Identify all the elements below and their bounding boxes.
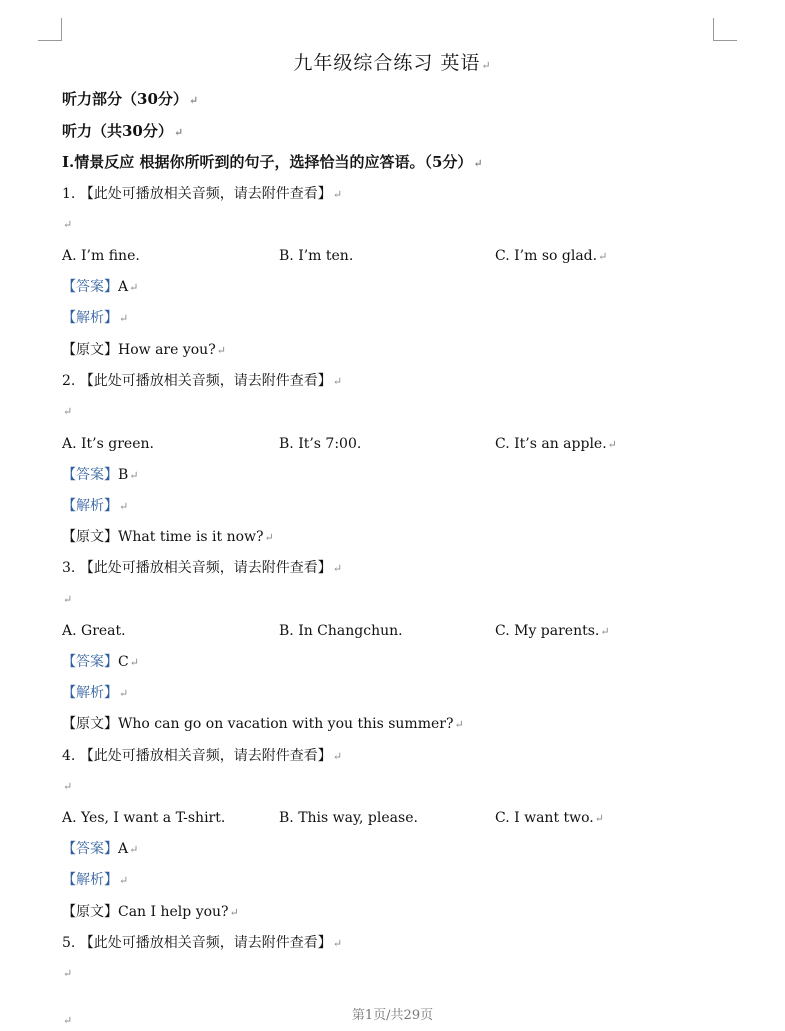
question-4-analysis: 【解析】↵ <box>62 872 129 888</box>
paragraph-mark: ↵ <box>63 1014 73 1027</box>
section-listening-part: 听力部分（30分）↵ <box>62 90 199 108</box>
section-instructions: Ⅰ.情景反应 根据你所听到的句子，选择恰当的应答语。（5分）↵ <box>62 153 483 171</box>
crop-mark-top-left-h <box>38 40 62 41</box>
question-2-option-c: C. It’s an apple.↵ <box>495 436 617 452</box>
question-3-option-b: B. In Changchun. <box>279 623 403 639</box>
crop-mark-top-left-v <box>61 18 62 41</box>
question-2-option-a: A. It’s green. <box>62 436 154 452</box>
paragraph-mark: ↵ <box>63 405 73 418</box>
question-1-option-b: B. I’m ten. <box>279 248 354 264</box>
page-title: 九年级综合练习 英语↵ <box>293 52 492 74</box>
paragraph-mark: ↵ <box>63 218 73 231</box>
question-4-option-b: B. This way, please. <box>279 810 418 826</box>
question-4-original: 【原文】Can I help you?↵ <box>62 904 239 920</box>
question-4-prompt: 4. 【此处可播放相关音频，请去附件查看】↵ <box>62 748 343 764</box>
question-1-analysis: 【解析】↵ <box>62 310 129 326</box>
question-3-answer: 【答案】C↵ <box>62 654 139 670</box>
question-1-answer: 【答案】A↵ <box>62 279 139 295</box>
question-1-prompt: 1. 【此处可播放相关音频，请去附件查看】↵ <box>62 186 343 202</box>
question-4-answer: 【答案】A↵ <box>62 841 139 857</box>
question-3-analysis: 【解析】↵ <box>62 685 129 701</box>
crop-mark-top-right-v <box>713 18 714 41</box>
paragraph-mark: ↵ <box>63 780 73 793</box>
question-5-prompt: 5. 【此处可播放相关音频，请去附件查看】↵ <box>62 935 343 951</box>
question-2-analysis: 【解析】↵ <box>62 498 129 514</box>
question-1-original: 【原文】How are you?↵ <box>62 342 226 358</box>
paragraph-mark: ↵ <box>63 593 73 606</box>
question-1-option-c: C. I’m so glad.↵ <box>495 248 608 264</box>
section-listening: 听力（共30分）↵ <box>62 122 184 140</box>
paragraph-mark: ↵ <box>63 967 73 980</box>
question-3-option-a: A. Great. <box>62 623 126 639</box>
question-4-option-c: C. I want two.↵ <box>495 810 604 826</box>
question-1-option-a: A. I’m fine. <box>62 248 140 264</box>
question-2-answer: 【答案】B↵ <box>62 467 139 483</box>
question-3-original: 【原文】Who can go on vacation with you this summer?↵ <box>62 716 464 732</box>
question-4-option-a: A. Yes, I want a T-shirt. <box>62 810 226 826</box>
question-2-prompt: 2. 【此处可播放相关音频，请去附件查看】↵ <box>62 373 343 389</box>
crop-mark-top-right-h <box>713 40 737 41</box>
question-3-prompt: 3. 【此处可播放相关音频，请去附件查看】↵ <box>62 560 343 576</box>
page-footer: 第1页/共29页 <box>351 1008 434 1023</box>
question-2-original: 【原文】What time is it now?↵ <box>62 529 274 545</box>
question-2-option-b: B. It’s 7:00. <box>279 436 362 452</box>
question-3-option-c: C. My parents.↵ <box>495 623 610 639</box>
